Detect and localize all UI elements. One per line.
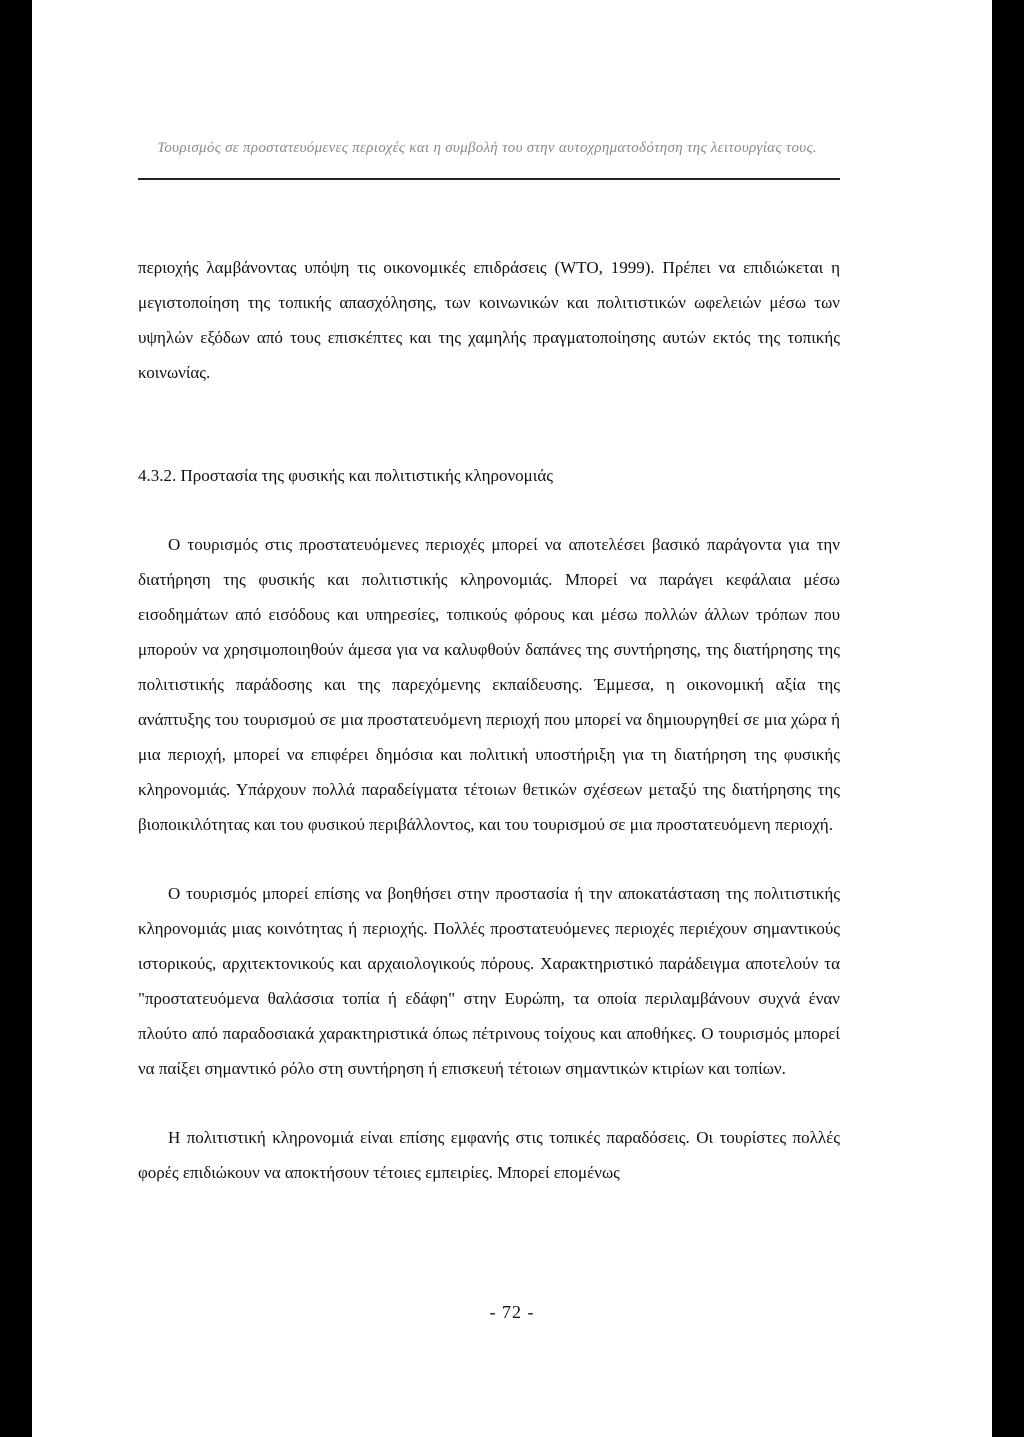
paragraph-cultural-heritage: Ο τουρισμός μπορεί επίσης να βοηθήσει στην προστασία ή την αποκατάσταση της πολιτιστικής κληρονομιάς μιας κοινότητας ή περιοχής. Πολλές προστατευόμενες περιοχές περιέχουν σημαντικούς ιστορικούς, αρχιτεκτονικούς και αρχαιολογικούς πόρους. Χαρακτηριστικό παράδειγμα αποτελούν τα "προστατευόμενα θαλάσσια τοπία ή εδάφη" στην Ευρώπη, τα οποία περιλαμβάνουν συχνά έναν πλούτο από παραδοσιακά χαρακτηριστικά όπως πέτρινους τοίχους και αποθήκες. Ο τουρισμός μπορεί να παίξει σημαντικό ρόλο στη συντήρηση ή επισκευή τέτοιων σημαντικών κτιρίων και τοπίων. <box>138 884 840 1078</box>
paragraph-local-traditions: Η πολιτιστική κληρονομιά είναι επίσης εμφανής στις τοπικές παραδόσεις. Οι τουρίστες πολλές φορές επιδιώκουν να αποκτήσουν τέτοιες εμπειρίες. Μπορεί επομένως <box>138 1128 840 1182</box>
body-text <box>138 250 840 1190</box>
spacer <box>138 390 840 458</box>
spacer <box>138 493 840 527</box>
page-number: - 72 - <box>489 1302 535 1322</box>
paragraph-heritage-funding: Ο τουρισμός στις προστατευόμενες περιοχές μπορεί να αποτελέσει βασικό παράγοντα για την διατήρηση της φυσικής και πολιτιστικής κληρονομιάς. Μπορεί να παράγει κεφάλαια μέσω εισοδημάτων από εισόδους και υπηρεσίες, τοπικούς φόρους και μέσω πολλών άλλων τρόπων που μπορούν να χρησιμοποιηθούν άμεσα για να καλυφθούν δαπάνες της συντήρησης, της διατήρησης της πολιτιστικής παράδοσης και της παρεχόμενης εκπαίδευσης. Έμμεσα, η οικονομική αξία της ανάπτυξης του τουρισμού σε μια προστατευόμενη περιοχή που μπορεί να δημιουργηθεί σε μια χώρα ή μια περιοχή, μπορεί να επιφέρει δημόσια και πολιτική υποστήριξη για τη διατήρηση της φυσικής κληρονομιάς. Υπάρχουν πολλά παραδείγματα τέτοιων θετικών σχέσεων μεταξύ της διατήρησης της βιοποικιλότητας και του φυσικού περιβάλλοντος, και του τουρισμού σε μια προστατευόμενη περιοχή. <box>138 535 840 834</box>
paragraph-continuation: περιοχής λαμβάνοντας υπόψη τις οικονομικές επιδράσεις (WTO, 1999). Πρέπει να επιδιώκεται η μεγιστοποίηση της τοπικής απασχόλησης, των κοινωνικών και πολιτιστικών ωφελειών μέσω των υψηλών εξόδων από τους επισκέπτες και της χαμηλής πραγματοποίησης αυτών εκτός της τοπικής κοινωνίας. <box>138 258 840 382</box>
section-heading: 4.3.2. Προστασία της φυσικής και πολιτιστικής κληρονομιάς <box>138 466 553 485</box>
spacer <box>138 1086 840 1120</box>
running-header: Τουρισμός σε προστατευόμενες περιοχές και η συμβολή του στην αυτοχρηματοδότηση της λειτουργίας τους. <box>157 140 817 156</box>
header-rule <box>138 178 840 180</box>
document-page <box>32 0 992 1437</box>
spacer <box>138 842 840 876</box>
